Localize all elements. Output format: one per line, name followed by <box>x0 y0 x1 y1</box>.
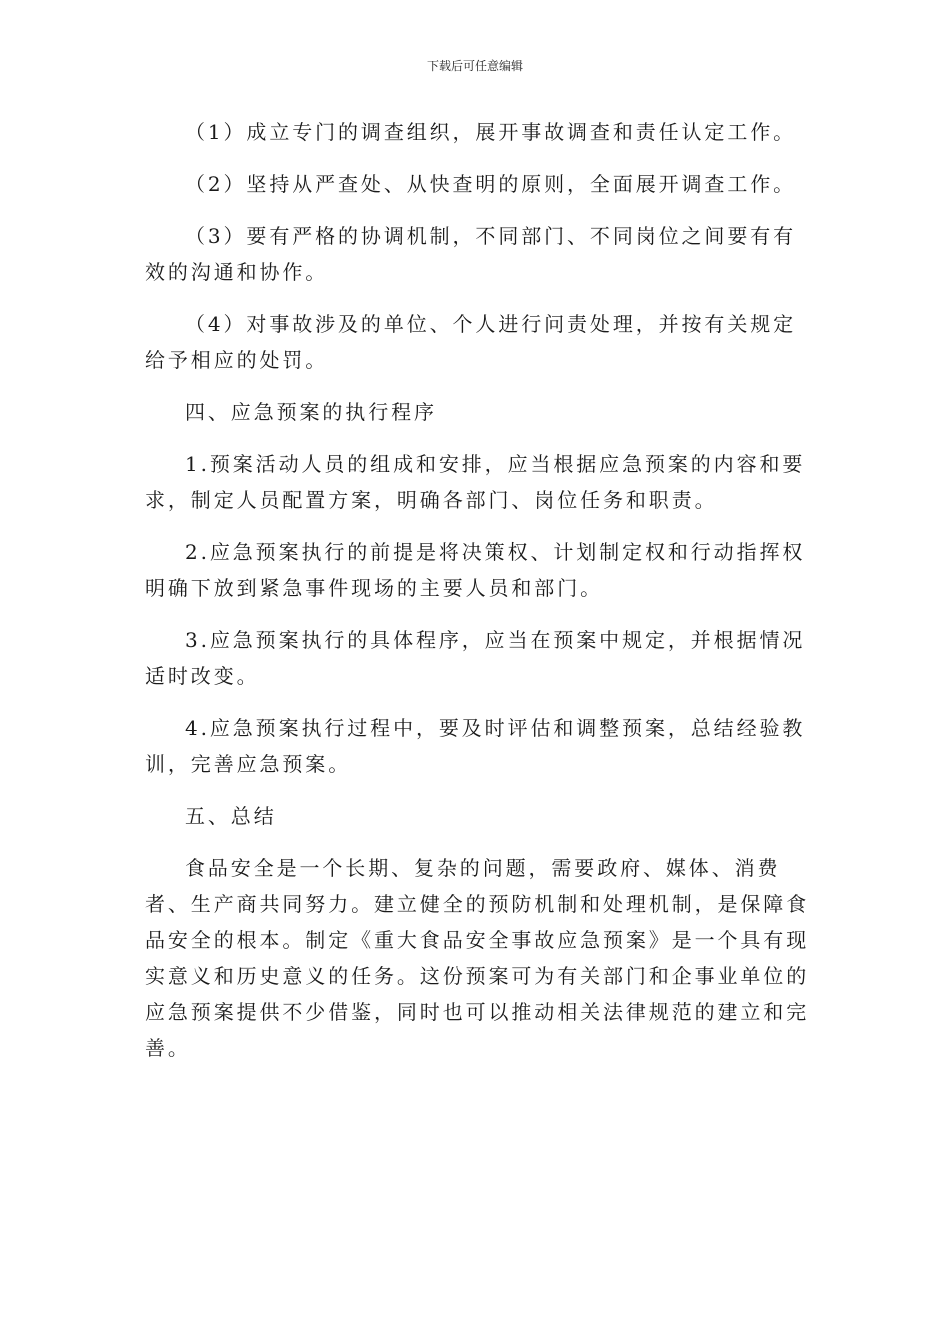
paragraph-investigation-4: （4）对事故涉及的单位、个人进行问责处理，并按有关规定给予相应的处罚。 <box>145 312 797 372</box>
section-heading-summary: 五、总结 <box>185 804 277 828</box>
paragraph-execution-4: 4.应急预案执行过程中，要及时评估和调整预案，总结经验教训，完善应急预案。 <box>145 716 806 776</box>
paragraph-investigation-1: （1）成立专门的调查组织，展开事故调查和责任认定工作。 <box>185 120 797 144</box>
paragraph-execution-3: 3.应急预案执行的具体程序，应当在预案中规定，并根据情况适时改变。 <box>145 628 806 688</box>
paragraph-investigation-2: （2）坚持从严查处、从快查明的原则，全面展开调查工作。 <box>185 172 797 196</box>
paragraph-summary: 食品安全是一个长期、复杂的问题，需要政府、媒体、消费者、生产商共同努力。建立健全的预防机制和处理机制，是保障食品安全的根本。制定《重大食品安全事故应急预案》是一个具有现实意义和历史意义的任务。这份预案可为有关部门和企事业单位的应急预案提供不少借鉴，同时也可以推动相关法律规范的建立和完善。 <box>145 856 810 1060</box>
paragraph-execution-1: 1.预案活动人员的组成和安排，应当根据应急预案的内容和要求，制定人员配置方案，明确各部门、岗位任务和职责。 <box>145 452 806 512</box>
paragraph-investigation-3: （3）要有严格的协调机制，不同部门、不同岗位之间要有有效的沟通和协作。 <box>145 224 797 284</box>
section-heading-execution: 四、应急预案的执行程序 <box>185 400 437 424</box>
page-header: 下载后可任意编辑 <box>426 59 523 73</box>
document-body <box>145 114 810 1082</box>
paragraph-execution-2: 2.应急预案执行的前提是将决策权、计划制定权和行动指挥权明确下放到紧急事件现场的主要人员和部门。 <box>145 540 806 600</box>
